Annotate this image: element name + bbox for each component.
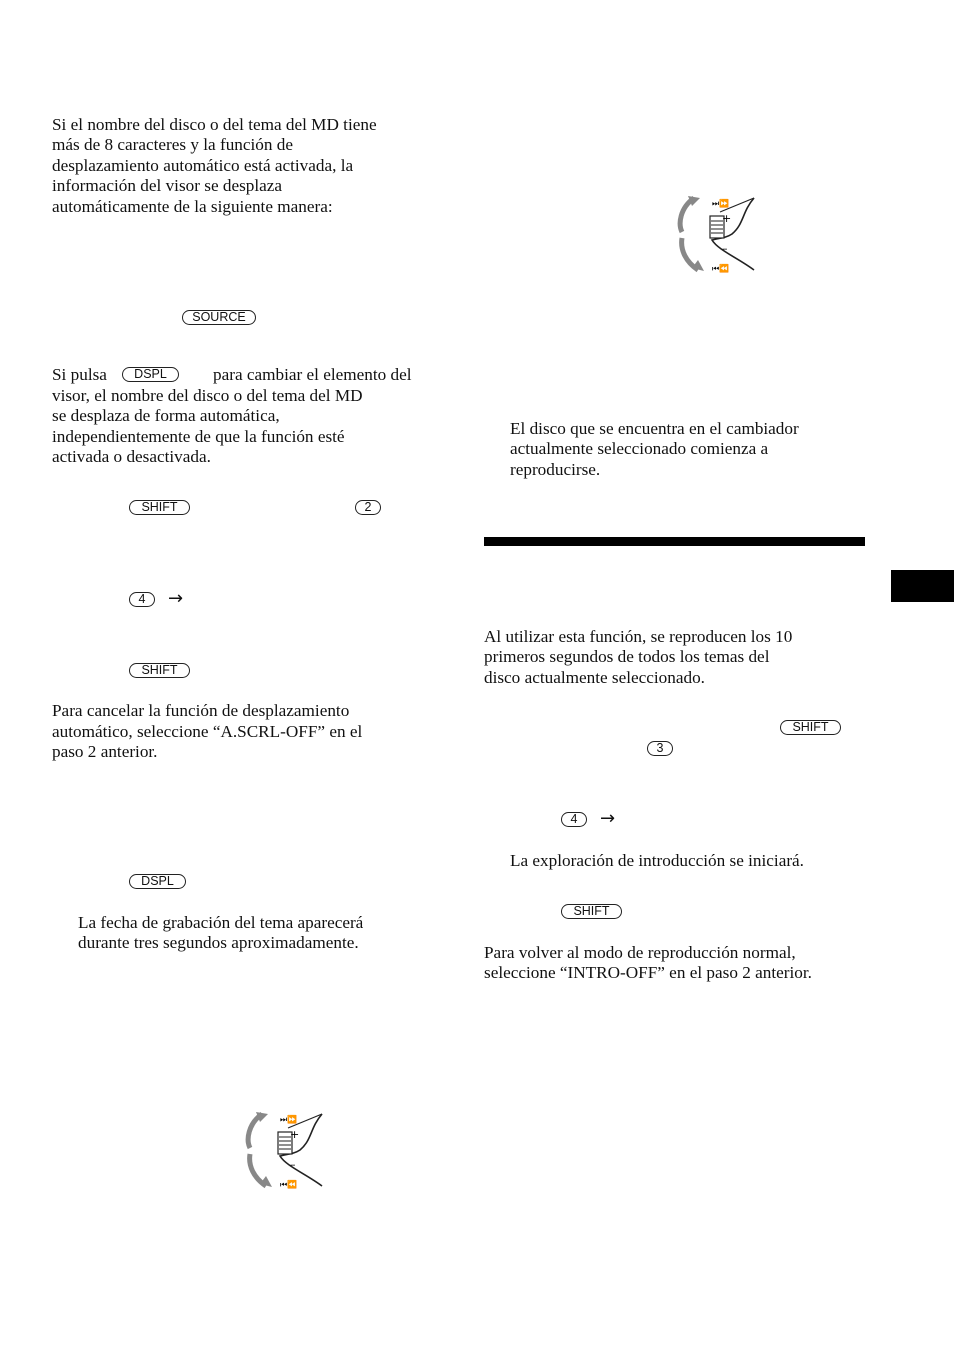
dspl-note-line-5: activada o desactivada. [52,447,211,466]
seek-dial-icon-left [244,1110,328,1190]
dspl-note-line-3: se desplaza de forma automática, [52,406,280,425]
intro-description-line-1: Al utilizar esta función, se reproducen los 10 [484,627,793,646]
shift-key-intro-step3: SHIFT [561,904,622,919]
plus-icon-right: + [722,212,732,225]
cancel-note-line-3: paso 2 anterior. [52,742,158,761]
dspl-key-inline: DSPL [122,367,179,382]
cancel-note-line-2: automático, seleccione “A.SCRL-OFF” en el [52,722,363,741]
autoscroll-intro-line-3: desplazamiento automático está activada, la [52,156,354,175]
dspl-key: DSPL [129,874,186,889]
dspl-note-line-4: independientemente de que la función esté [52,427,345,446]
dspl-note-prefix: Si pulsa [52,365,107,384]
seek-dial-icon-right [676,194,760,274]
intro-start-note: La exploración de introducción se iniciará. [510,851,804,870]
dspl-note-suffix: para cambiar el elemento del [213,365,412,384]
changer-note-line-2: actualmente seleccionado comienza a [510,439,769,458]
shift-key-step1: SHIFT [129,500,190,515]
arrow-right-icon-left: → [168,588,184,609]
intro-cancel-note-line-2: seleccione “INTRO-OFF” en el paso 2 anterior. [484,963,812,982]
number-2-key: 2 [355,500,381,515]
source-key: SOURCE [182,310,256,325]
autoscroll-intro-line-5: automáticamente de la siguiente manera: [52,197,333,216]
intro-cancel-note-line-1: Para volver al modo de reproducción normal, [484,943,796,962]
changer-note-line-1: El disco que se encuentra en el cambiador [510,419,799,438]
autoscroll-intro-line-4: información del visor se desplaza [52,176,283,195]
language-tab-marker [891,570,954,602]
recording-date-note-line-1: La fecha de grabación del tema aparecerá [78,913,364,932]
arrow-right-icon-right: → [600,808,616,829]
minus-icon-right: – [722,242,728,255]
number-3-key: 3 [647,741,673,756]
intro-description-line-3: disco actualmente seleccionado. [484,668,705,687]
section-divider [484,537,865,546]
changer-note-line-3: reproducirse. [510,460,601,479]
intro-description-line-2: primeros segundos de todos los temas del [484,647,770,666]
number-4-key-left: 4 [129,592,155,607]
cancel-note-line-1: Para cancelar la función de desplazamiento [52,701,350,720]
shift-key-step3: SHIFT [129,663,190,678]
seek-forward-icon-right: ⏭⏩ [712,199,730,208]
dspl-note-line-2: visor, el nombre del disco o del tema del MD [52,386,363,405]
seek-forward-icon-left: ⏭⏩ [280,1115,298,1124]
seek-back-icon-right: ⏮⏪ [712,264,730,273]
seek-back-icon-left: ⏮⏪ [280,1180,298,1189]
number-4-key-right: 4 [561,812,587,827]
minus-icon-left: – [290,1158,296,1171]
autoscroll-intro-line-1: Si el nombre del disco o del tema del MD tiene [52,115,377,134]
recording-date-note-line-2: durante tres segundos aproximadamente. [78,933,359,952]
plus-icon-left: + [290,1128,300,1141]
autoscroll-intro-line-2: más de 8 caracteres y la función de [52,135,293,154]
shift-key-intro-step1: SHIFT [780,720,841,735]
